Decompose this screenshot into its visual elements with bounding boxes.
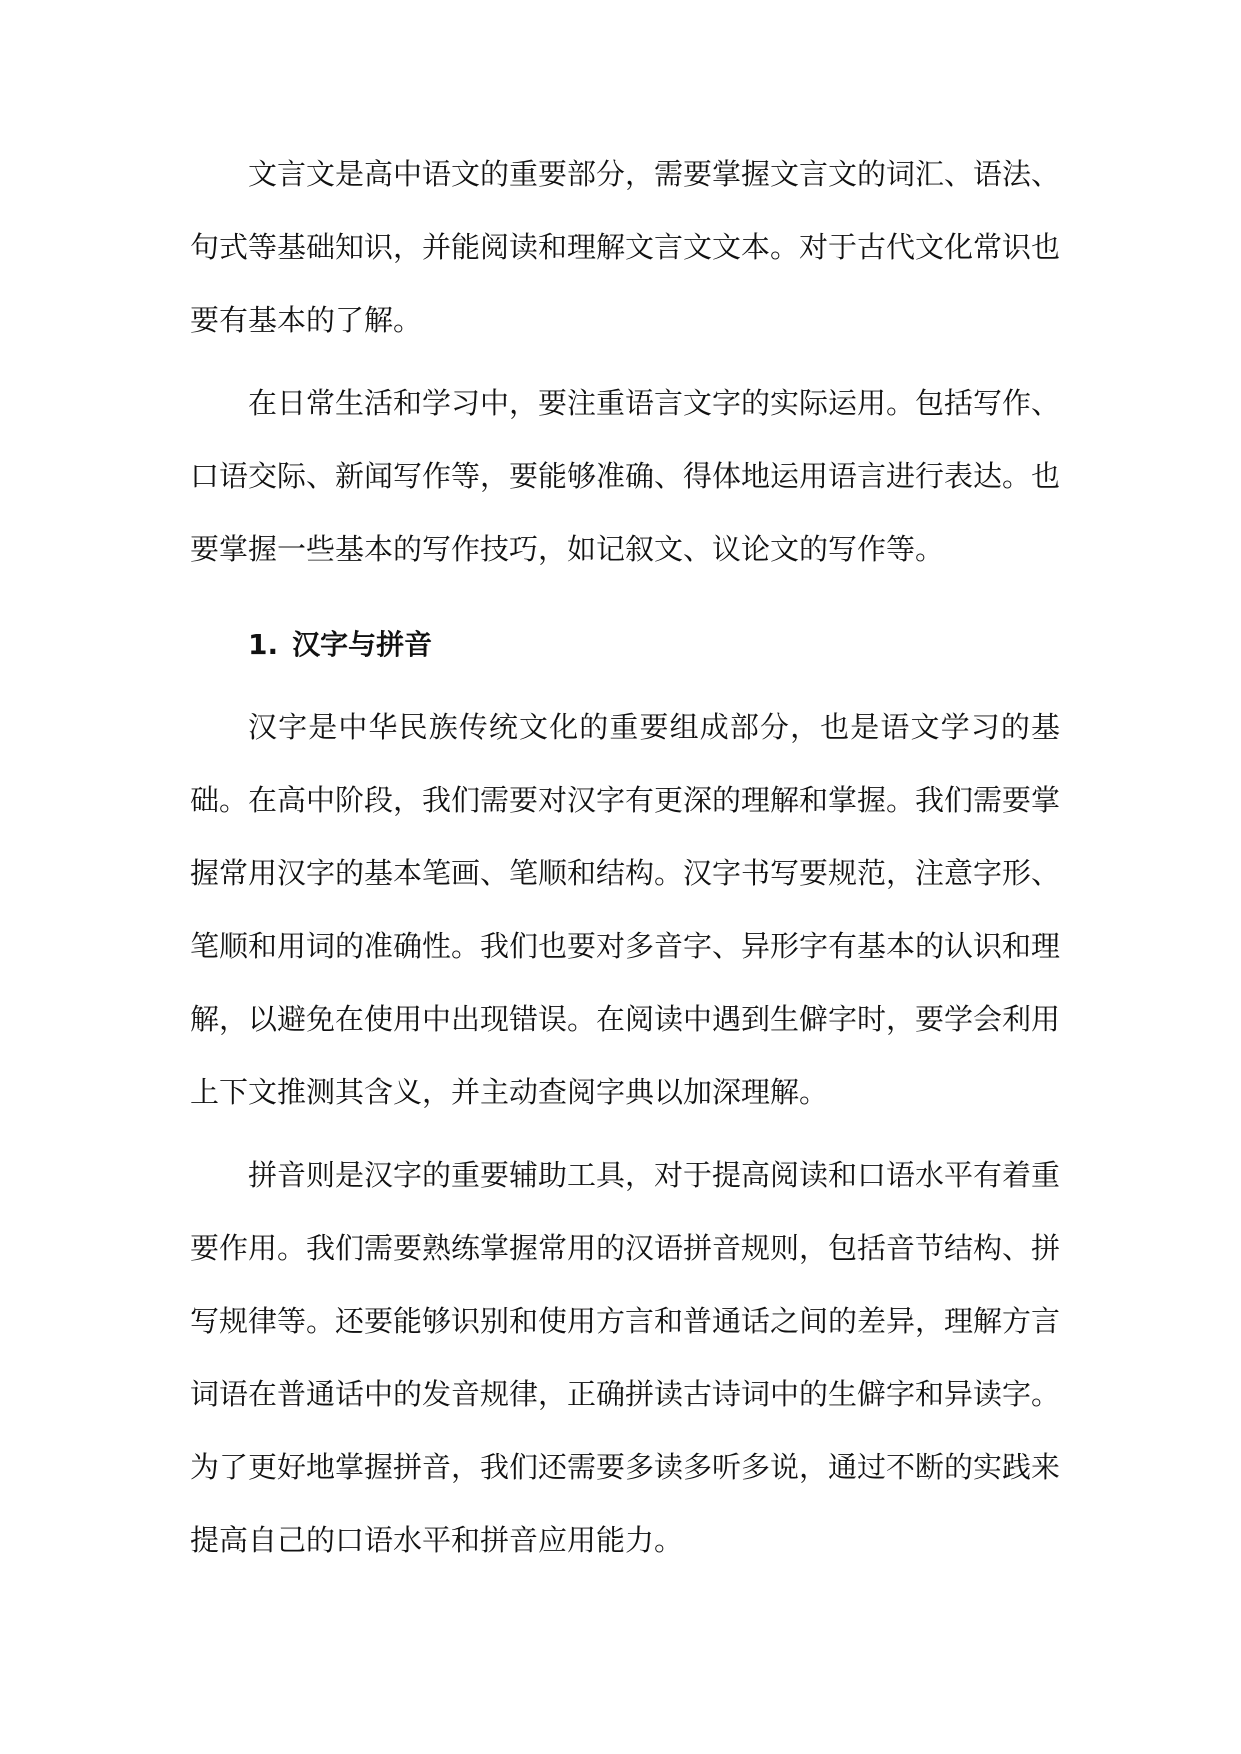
section-title: 汉字与拼音: [292, 628, 433, 661]
paragraph-language-use: 在日常生活和学习中，要注重语言文字的实际运用。包括写作、口语交际、新闻写作等，要能够准确、得体地运用语言进行表达。也要掌握一些基本的写作技巧，如记叙文、议论文的写作等。: [190, 386, 1061, 566]
paragraph-chinese-characters: 汉字是中华民族传统文化的重要组成部分，也是语文学习的基础。在高中阶段，我们需要对汉字有更深的理解和掌握。我们需要掌握常用汉字的基本笔画、笔顺和结构。汉字书写要规范，注意字形、笔顺和用词的准确性。我们也要对多音字、异形字有基本的认识和理解，以避免在使用中出现错误。在阅读中遇到生僻字时，要学会利用上下文推测其含义，并主动查阅字典以加深理解。: [190, 710, 1061, 1109]
paragraph-classical-chinese: 文言文是高中语文的重要部分，需要掌握文言文的词汇、语法、句式等基础知识，并能阅读和理解文言文文本。对于古代文化常识也要有基本的了解。: [190, 157, 1061, 337]
paragraph-pinyin: 拼音则是汉字的重要辅助工具，对于提高阅读和口语水平有着重要作用。我们需要熟练掌握常用的汉语拼音规则，包括音节结构、拼写规律等。还要能够识别和使用方言和普通话之间的差异，理解方言词语在普通话中的发音规律，正确拼读古诗词中的生僻字和异读字。为了更好地掌握拼音，我们还需要多读多听多说，通过不断的实践来提高自己的口语水平和拼音应用能力。: [190, 1158, 1061, 1557]
section-number: 1.: [248, 628, 279, 661]
document-body: [190, 138, 1060, 1587]
section-heading: [190, 608, 1060, 681]
